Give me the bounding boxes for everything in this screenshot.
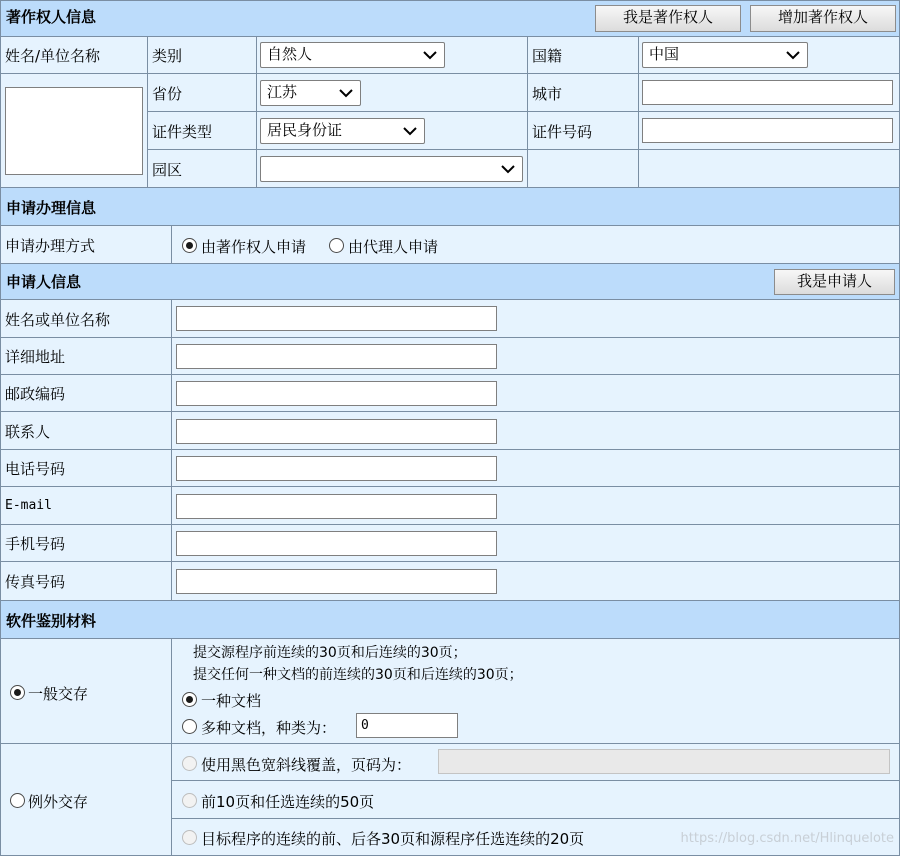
applicant-field-label-cell xyxy=(0,524,172,562)
applicant-postcode-label: 邮政编码 xyxy=(5,385,66,403)
applicant-address-label: 详细地址 xyxy=(5,348,66,366)
park-label: 园区 xyxy=(152,161,183,179)
chevron-down-icon xyxy=(338,81,354,105)
apply-section-header xyxy=(0,187,900,226)
province-select[interactable] xyxy=(260,80,361,106)
applicant-field-input-cell xyxy=(171,299,900,338)
general-deposit-detail-cell xyxy=(171,638,900,744)
applicant-contact-input[interactable] xyxy=(176,419,497,444)
park-empty-cell-1 xyxy=(527,149,639,188)
applicant-field-label-cell xyxy=(0,337,172,375)
exception-opt1-radio[interactable] xyxy=(182,756,197,771)
idtype-select-cell xyxy=(256,111,528,150)
i-am-owner-button[interactable]: 我是著作权人 xyxy=(595,5,741,32)
owner-name-input-cell xyxy=(0,73,148,188)
exception-page-numbers-input[interactable] xyxy=(438,749,890,774)
multi-doc-count-input[interactable]: 0 xyxy=(356,713,458,738)
chevron-down-icon xyxy=(402,119,418,143)
nationality-select-value: 中国 xyxy=(649,45,680,63)
one-doc-label[interactable]: 一种文档 xyxy=(201,692,262,710)
exception-deposit-option-cell xyxy=(0,743,172,856)
applicant-field-input-cell xyxy=(171,449,900,487)
province-select-value: 江苏 xyxy=(267,83,298,101)
apply-by-agent-label[interactable]: 由代理人申请 xyxy=(348,238,439,256)
park-empty-cell-2 xyxy=(638,149,900,188)
idtype-select-value: 居民身份证 xyxy=(267,121,343,139)
idtype-select[interactable] xyxy=(260,118,425,144)
exception-opt2-cell xyxy=(171,780,900,819)
exception-opt3-radio[interactable] xyxy=(182,830,197,845)
applicant-fax-label: 传真号码 xyxy=(5,573,66,591)
applicant-section-header xyxy=(0,263,900,300)
city-input-cell xyxy=(638,73,900,112)
materials-section-title: 软件鉴别材料 xyxy=(6,612,97,630)
category-label-cell xyxy=(147,36,257,74)
idno-input-cell xyxy=(638,111,900,150)
nationality-label: 国籍 xyxy=(532,47,563,65)
nationality-label-cell xyxy=(527,36,639,74)
i-am-applicant-button[interactable]: 我是申请人 xyxy=(774,269,895,295)
applicant-field-input-cell xyxy=(171,337,900,375)
applicant-mobile-input[interactable] xyxy=(176,531,497,556)
exception-deposit-label[interactable]: 例外交存 xyxy=(28,793,89,811)
exception-opt1-label[interactable]: 使用黑色宽斜线覆盖，页码为： xyxy=(201,756,412,774)
multi-doc-radio[interactable] xyxy=(182,719,197,734)
general-deposit-radio[interactable] xyxy=(10,685,25,700)
owner-section-header xyxy=(0,0,900,37)
applicant-fax-input[interactable] xyxy=(176,569,497,594)
applicant-field-label-cell xyxy=(0,561,172,601)
idno-input[interactable] xyxy=(642,118,893,143)
add-owner-button[interactable]: 增加著作权人 xyxy=(750,5,896,32)
applicant-field-label-cell xyxy=(0,449,172,487)
park-label-cell xyxy=(147,149,257,188)
chevron-down-icon xyxy=(785,43,801,67)
apply-by-owner-label[interactable]: 由著作权人申请 xyxy=(201,238,307,256)
province-label-cell xyxy=(147,73,257,112)
apply-method-label: 申请办理方式 xyxy=(5,237,96,255)
applicant-email-input[interactable] xyxy=(176,494,497,519)
general-deposit-label[interactable]: 一般交存 xyxy=(28,685,89,703)
city-label-cell xyxy=(527,73,639,112)
applicant-field-input-cell xyxy=(171,374,900,412)
applicant-field-label-cell xyxy=(0,299,172,338)
owner-name-textarea[interactable] xyxy=(5,87,143,175)
applicant-name-input[interactable] xyxy=(176,306,497,331)
park-select[interactable] xyxy=(260,156,523,182)
idtype-label-cell xyxy=(147,111,257,150)
materials-section-header xyxy=(0,600,900,639)
applicant-field-input-cell xyxy=(171,411,900,450)
exception-deposit-radio[interactable] xyxy=(10,793,25,808)
city-input[interactable] xyxy=(642,80,893,105)
applicant-name-label: 姓名或单位名称 xyxy=(5,311,111,329)
idno-label: 证件号码 xyxy=(532,123,593,141)
idno-label-cell xyxy=(527,111,639,150)
general-deposit-option-cell xyxy=(0,638,172,744)
city-label: 城市 xyxy=(532,85,563,103)
category-select[interactable] xyxy=(260,42,445,68)
chevron-down-icon xyxy=(500,157,516,181)
general-deposit-line1: 提交源程序前连续的30页和后连续的30页； xyxy=(193,645,467,661)
owner-name-label-cell xyxy=(0,36,148,74)
applicant-email-label: E-mail xyxy=(5,498,52,513)
exception-opt2-label[interactable]: 前10页和任选连续的50页 xyxy=(201,793,375,811)
applicant-field-label-cell xyxy=(0,486,172,525)
apply-section-title: 申请办理信息 xyxy=(6,199,97,217)
category-select-value: 自然人 xyxy=(267,45,313,63)
applicant-phone-input[interactable] xyxy=(176,456,497,481)
apply-by-agent-radio[interactable] xyxy=(329,238,344,253)
exception-opt2-radio[interactable] xyxy=(182,793,197,808)
exception-opt1-cell xyxy=(171,743,900,781)
applicant-field-input-cell xyxy=(171,561,900,601)
apply-by-owner-radio[interactable] xyxy=(182,238,197,253)
applicant-postcode-input[interactable] xyxy=(176,381,497,406)
province-select-cell xyxy=(256,73,528,112)
multi-doc-label[interactable]: 多种文档，种类为： xyxy=(201,719,337,737)
applicant-section-title: 申请人信息 xyxy=(6,273,82,291)
applicant-address-input[interactable] xyxy=(176,344,497,369)
one-doc-radio[interactable] xyxy=(182,692,197,707)
category-select-cell xyxy=(256,36,528,74)
applicant-field-label-cell xyxy=(0,411,172,450)
applicant-phone-label: 电话号码 xyxy=(5,460,66,478)
park-select-cell xyxy=(256,149,528,188)
chevron-down-icon xyxy=(422,43,438,67)
apply-method-options-cell xyxy=(171,225,900,264)
owner-section-title: 著作权人信息 xyxy=(6,8,97,26)
idtype-label: 证件类型 xyxy=(152,123,213,141)
watermark-text: https://blog.csdn.net/Hlinquelote xyxy=(680,831,894,846)
applicant-field-input-cell xyxy=(171,524,900,562)
province-label: 省份 xyxy=(152,85,183,103)
applicant-mobile-label: 手机号码 xyxy=(5,535,66,553)
exception-opt3-label[interactable]: 目标程序的连续的前、后各30页和源程序任选连续的20页 xyxy=(201,830,585,848)
category-label: 类别 xyxy=(152,47,183,65)
owner-name-label: 姓名/单位名称 xyxy=(5,47,101,65)
applicant-field-input-cell xyxy=(171,486,900,525)
nationality-select-cell xyxy=(638,36,900,74)
general-deposit-line2: 提交任何一种文档的前连续的30页和后连续的30页； xyxy=(193,667,523,683)
applicant-contact-label: 联系人 xyxy=(5,423,51,441)
apply-method-label-cell xyxy=(0,225,172,264)
applicant-field-label-cell xyxy=(0,374,172,412)
nationality-select[interactable] xyxy=(642,42,808,68)
